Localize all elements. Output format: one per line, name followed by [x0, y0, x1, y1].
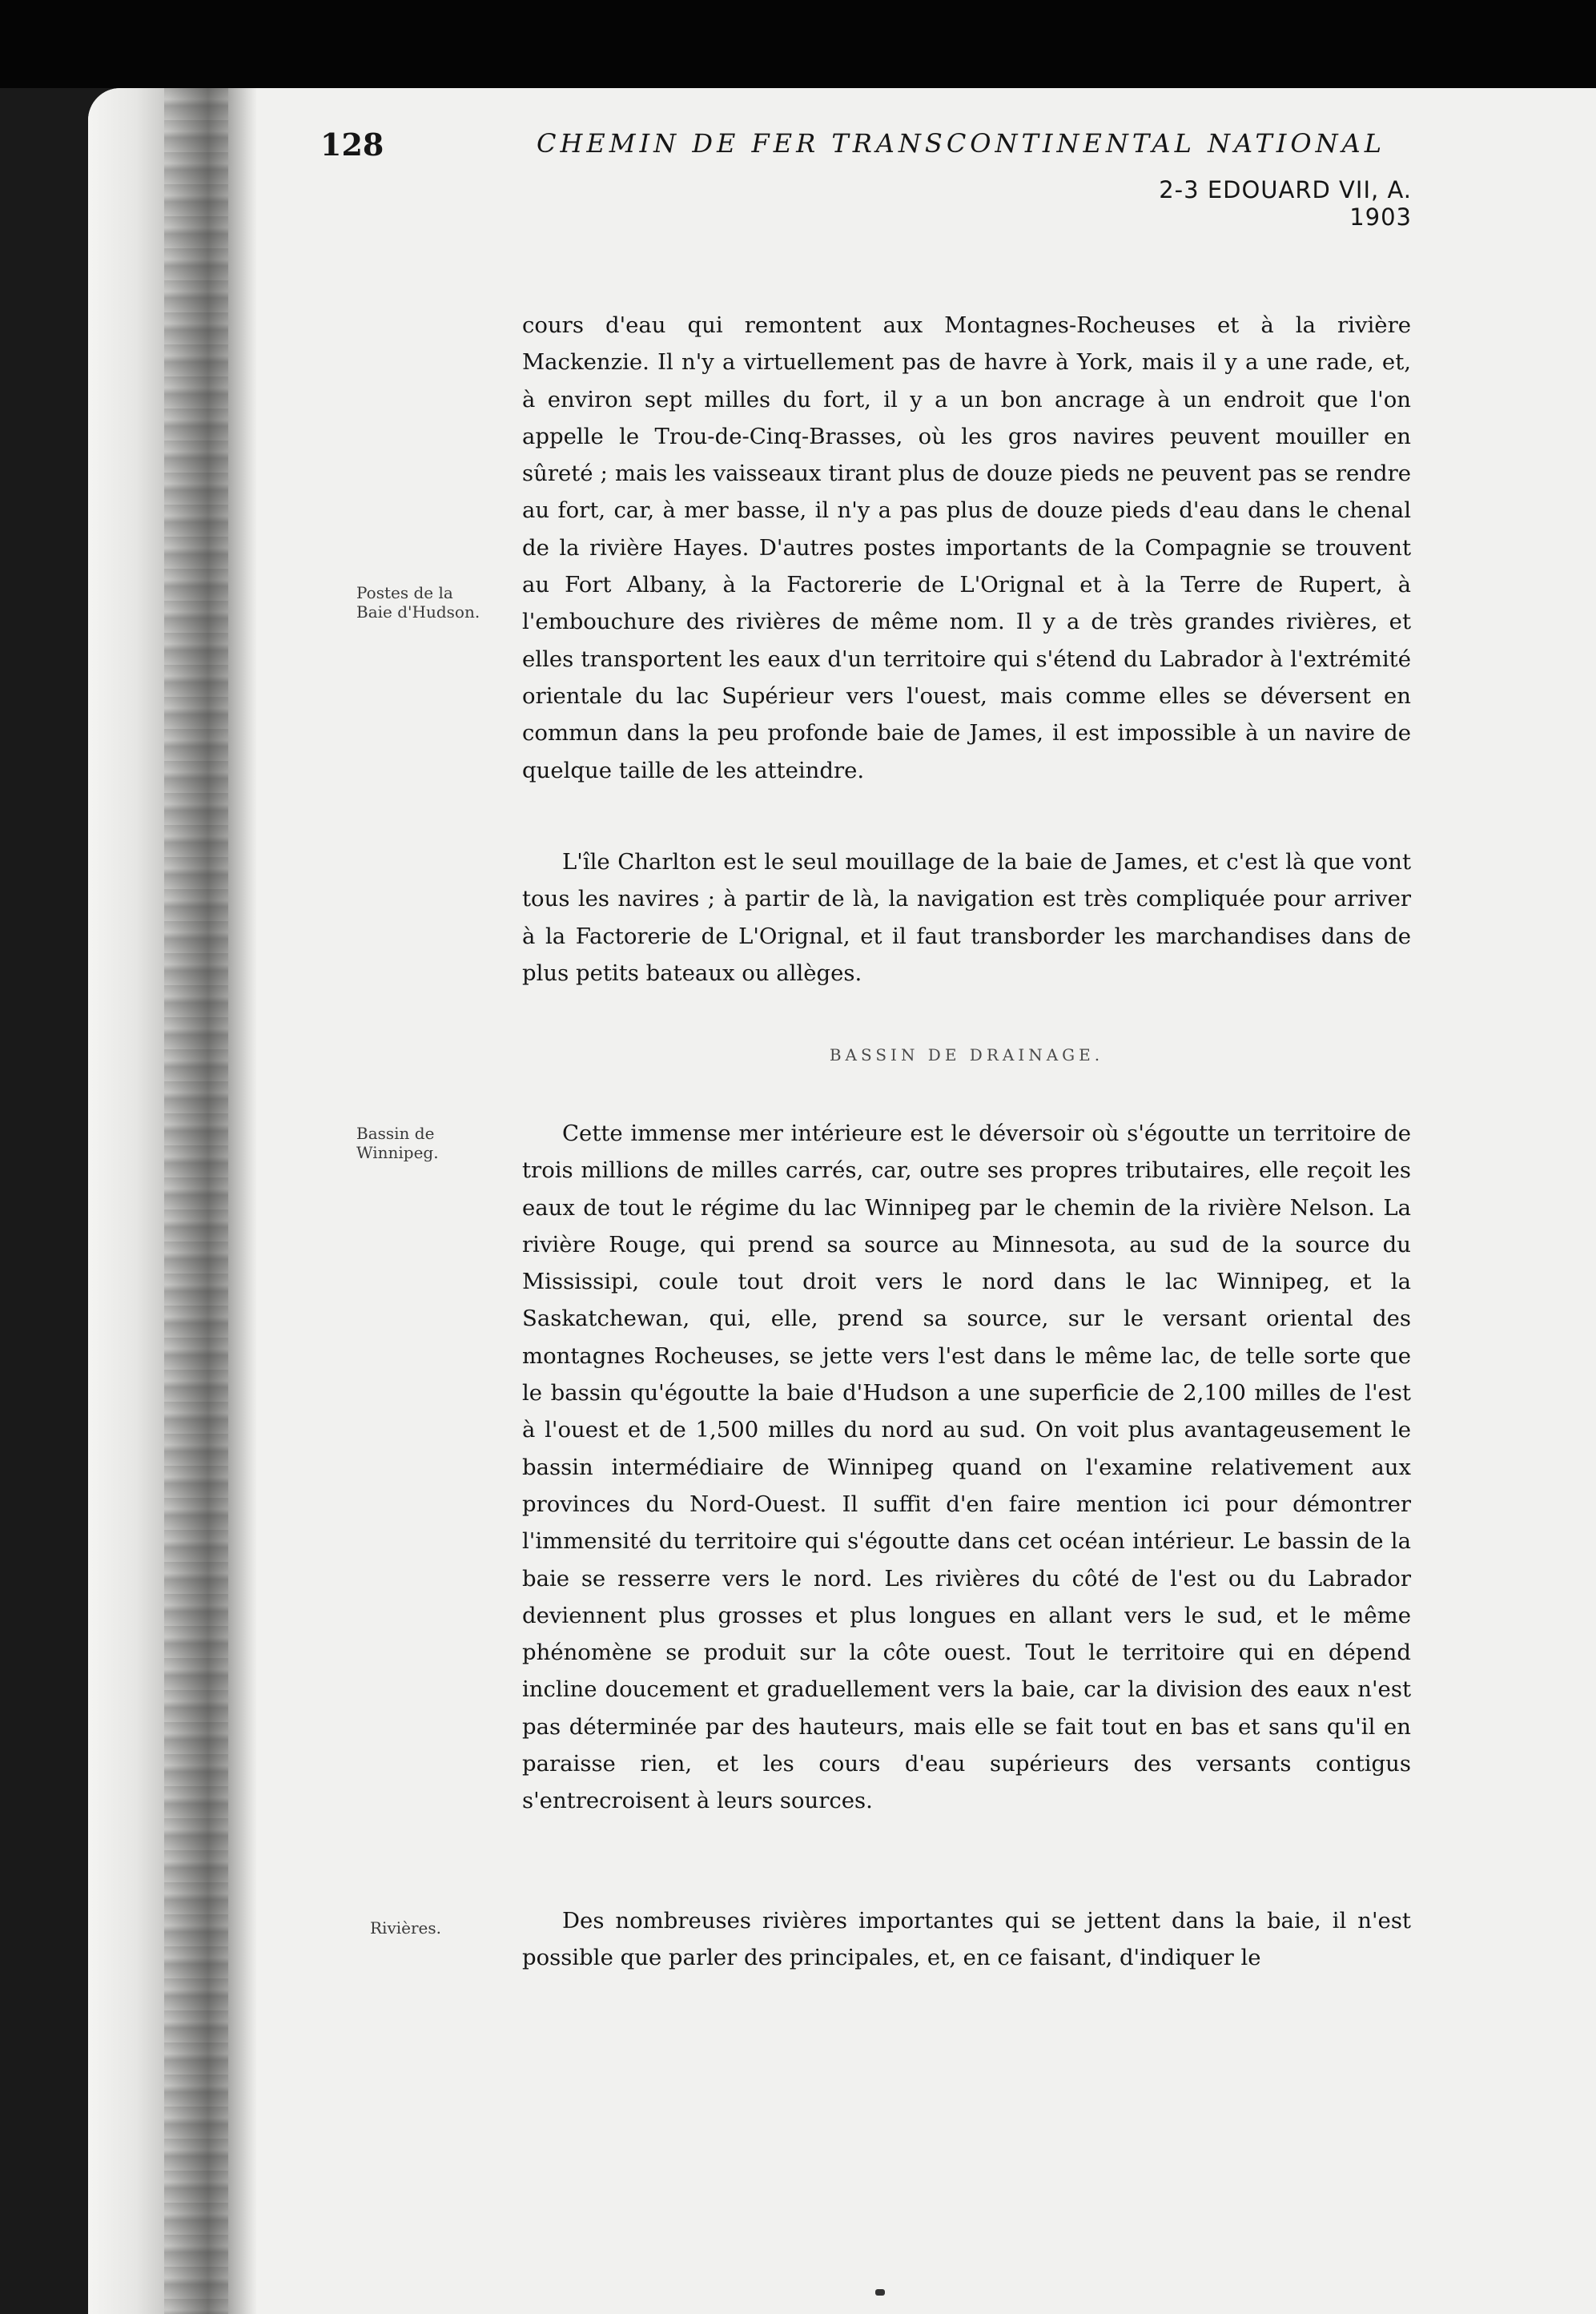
margin-note-bassin: Bassin de Winnipeg. [356, 1124, 439, 1162]
section-heading: BASSIN DE DRAINAGE. [829, 1045, 1104, 1064]
margin-note-rivieres: Rivières. [370, 1918, 442, 1938]
running-header: CHEMIN DE FER TRANSCONTINENTAL NATIONAL [537, 128, 1385, 159]
binding-streaks [164, 88, 228, 2314]
body-paragraph: L'île Charlton est le seul mouillage de la baie de James, et c'est là que vont tous les navires ; à partir de là, la navigation est très compliquée pour arriver à la Factorerie de L'Orignal, et il faut transborder les marchandises dans de plus petits bateaux ou allèges. [522, 849, 1411, 986]
page-binding-shadow [88, 88, 256, 2314]
body-paragraph: Cette immense mer intérieure est le déversoir où s'égoutte un territoire de trois millions de milles carrés, car, outre ses propres tributaires, elle reçoit les eaux de tout le régime du lac Winnipeg par le chemin de la rivière Nelson. La rivière Rouge, qui prend sa source au Minnesota, au sud de la source du Mississipi, coule tout droit vers le nord dans le lac Winnipeg, et la Saskatchewan, qui, elle, prend sa source, sur le versant oriental des montagnes Rocheuses, se jette vers l'est dans le même lac, de telle sorte que le bassin qu'égoutte la baie d'Hudson a une superficie de 2,100 milles de l'est à l'ouest et de 1,500 milles du nord au sud. On voit plus avantageusement le bassin intermédiaire de Winnipeg quand on l'examine relativement aux provinces du Nord-Ouest. Il suffit d'en faire mention ici pour démontrer l'immensité du territoire qui s'égoutte dans cet océan intérieur. Le bassin de la baie se resserre vers le nord. Les rivières du côté de l'est ou du Labrador deviennent plus grosses et plus longues en allant vers le sud, et le même phénomène se produit sur la côte ouest. Tout le territoire qui en dépend incline doucement et graduellement vers la baie, car la division des eaux n'est pas déterminée par des hauteurs, mais elle se fait tout en bas et sans qu'il en paraisse rien, et les cours d'eau supérieurs des versants contigus s'entrecroisent à leurs sources. [522, 1121, 1411, 1814]
body-paragraph: Des nombreuses rivières importantes qui se jettent dans la baie, il n'est possible que parler des principales, et, en ce faisant, d'indiquer le [522, 1908, 1411, 1971]
page-number: 128 [320, 127, 384, 163]
body-paragraph: cours d'eau qui remontent aux Montagnes-Rocheuses et à la rivière Mackenzie. Il n'y a virtuellement pas de havre à York, mais il y a une rade, et, à environ sept milles du fort, il y a un bon ancrage à un endroit que l'on appelle le Trou-de-Cinq-Brasses, où les gros navires peuvent mouiller en sûreté ; mais les vaisseaux tirant plus de douze pieds ne peuvent pas se rendre au fort, car, à mer basse, il n'y a pas plus de douze pieds d'eau dans le chenal de la rivière Hayes. D'autres postes importants de la Compagnie se trouvent au Fort Albany, à la Factorerie de L'Orignal et à la Terre de Rupert, à l'embouchure des rivières de même nom. Il y a de très grandes rivières, et elles transportent les eaux d'un territoire qui s'étend du Labrador à l'extrémité orientale du lac Supérieur vers l'ouest, mais comme elles se déversent en commun dans la peu profonde baie de James, il est impossible à un navire de quelque taille de les atteindre. [522, 312, 1411, 783]
scan-background [0, 0, 1596, 88]
session-reference: 2-3 EDOUARD VII, A. 1903 [1159, 176, 1412, 231]
margin-note-postes: Postes de la Baie d'Hudson. [356, 583, 480, 622]
ink-mark [875, 2289, 885, 2296]
